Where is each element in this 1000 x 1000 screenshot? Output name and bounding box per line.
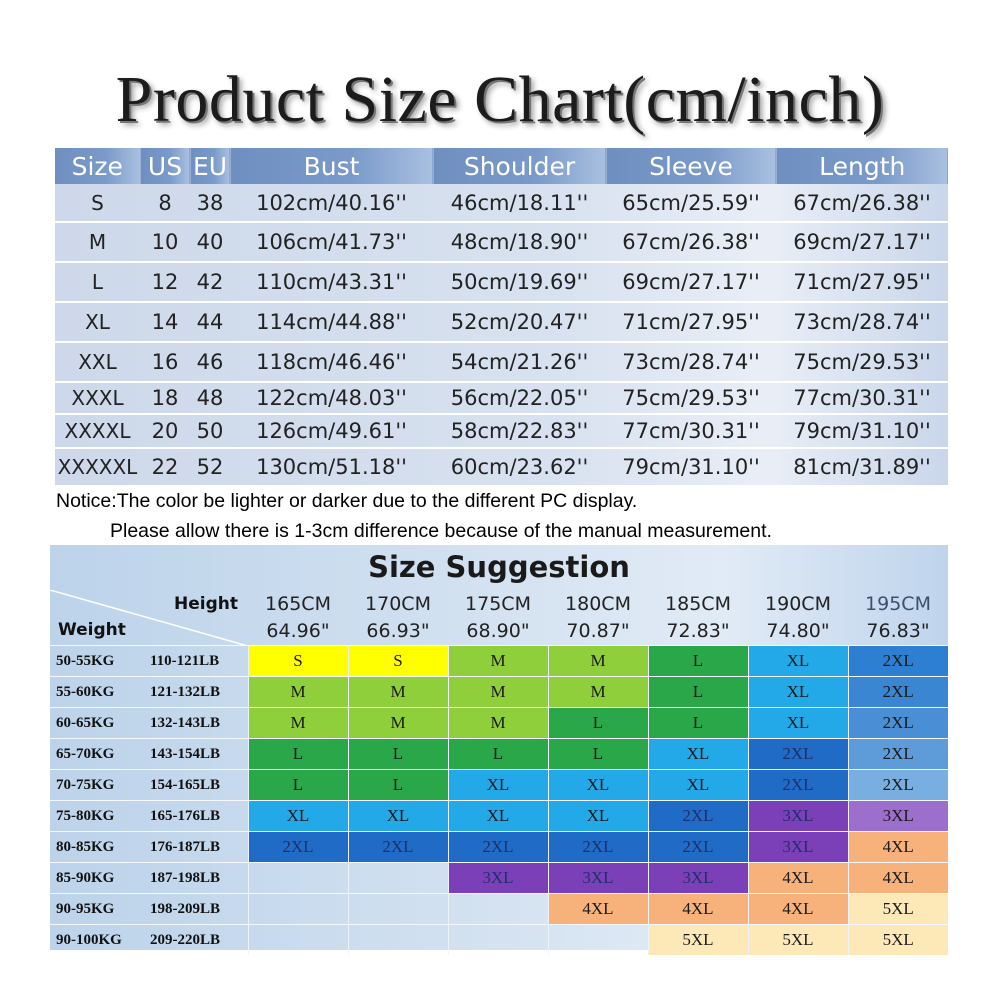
weight-kg: 90-100KG [50, 925, 148, 956]
height-cm-0: 165CM [265, 592, 331, 615]
size-suggestion-cell: L [248, 739, 348, 770]
size-suggestion-cell: 2XL [248, 832, 348, 863]
cell-shoulder: 60cm/23.62'' [433, 448, 606, 486]
size-suggestion-cell: 4XL [748, 863, 848, 894]
cell-shoulder: 56cm/22.05'' [433, 382, 606, 414]
cell-length: 81cm/31.89'' [776, 448, 948, 486]
weight-lb: 165-176LB [148, 801, 248, 832]
height-label: Height [174, 594, 238, 614]
size-chart-row [55, 448, 948, 486]
cell-sleeve: 65cm/25.59'' [606, 184, 776, 222]
size-suggestion-cell [248, 863, 348, 894]
cell-bust: 122cm/48.03'' [230, 382, 433, 414]
size-suggestion-cell: L [548, 739, 648, 770]
weight-kg: 55-60KG [50, 677, 148, 708]
cell-eu: 40 [190, 222, 230, 262]
height-weight-corner [50, 590, 248, 646]
height-cm-3: 180CM [565, 592, 631, 615]
cell-size: XXL [55, 342, 140, 382]
weight-kg: 80-85KG [50, 832, 148, 863]
size-suggestion-cell: XL [548, 770, 648, 801]
size-suggestion-cell: M [348, 708, 448, 739]
cell-eu: 50 [190, 414, 230, 448]
cell-size: XXXXL [55, 414, 140, 448]
size-suggestion-cell: M [248, 708, 348, 739]
size-chart-row [55, 382, 948, 414]
size-suggestion-cell: M [448, 646, 548, 677]
weight-lb: 209-220LB [148, 925, 248, 956]
notice-color: Notice:The color be lighter or darker due to the different PC display. [56, 490, 638, 512]
cell-shoulder: 50cm/19.69'' [433, 262, 606, 302]
suggestion-row [50, 894, 948, 925]
size-suggestion-cell: XL [248, 801, 348, 832]
height-cm-6: 195CM [865, 592, 931, 615]
cell-length: 71cm/27.95'' [776, 262, 948, 302]
weight-lb: 110-121LB [148, 646, 248, 677]
cell-size: M [55, 222, 140, 262]
cell-sleeve: 75cm/29.53'' [606, 382, 776, 414]
size-chart-row [55, 222, 948, 262]
size-suggestion-cell: XL [748, 708, 848, 739]
weight-lb: 143-154LB [148, 739, 248, 770]
size-suggestion-cell: M [348, 677, 448, 708]
height-cm-2: 175CM [465, 592, 531, 615]
height-inch-6: 76.83" [866, 620, 930, 642]
size-suggestion-cell: 5XL [848, 894, 948, 925]
size-chart-row [55, 414, 948, 448]
weight-kg: 75-80KG [50, 801, 148, 832]
cell-bust: 130cm/51.18'' [230, 448, 433, 486]
header-sleeve: Sleeve [606, 148, 776, 184]
size-suggestion-cell: 2XL [848, 677, 948, 708]
cell-us: 16 [140, 342, 190, 382]
weight-lb: 198-209LB [148, 894, 248, 925]
size-chart-row [55, 262, 948, 302]
suggestion-row [50, 832, 948, 863]
cell-eu: 48 [190, 382, 230, 414]
cell-us: 20 [140, 414, 190, 448]
cell-size: XXXXXL [55, 448, 140, 486]
suggestion-row [50, 677, 948, 708]
size-suggestion-cell: 2XL [348, 832, 448, 863]
notice-measurement: Please allow there is 1-3cm difference because of the manual measurement. [110, 520, 772, 542]
size-suggestion-cell: M [448, 708, 548, 739]
header-length: Length [776, 148, 948, 184]
size-suggestion-cell: 2XL [648, 801, 748, 832]
size-suggestion-cell [348, 863, 448, 894]
cell-us: 12 [140, 262, 190, 302]
size-suggestion-cell: 5XL [848, 925, 948, 956]
cell-sleeve: 79cm/31.10'' [606, 448, 776, 486]
size-suggestion-cell: XL [748, 677, 848, 708]
size-suggestion-cell: M [248, 677, 348, 708]
cell-bust: 110cm/43.31'' [230, 262, 433, 302]
suggestion-row [50, 863, 948, 894]
cell-length: 73cm/28.74'' [776, 302, 948, 342]
suggestion-row [50, 925, 948, 956]
cell-bust: 102cm/40.16'' [230, 184, 433, 222]
cell-length: 75cm/29.53'' [776, 342, 948, 382]
size-suggestion-cell: M [548, 646, 648, 677]
height-inch-0: 64.96" [266, 620, 330, 642]
size-suggestion-cell: XL [448, 801, 548, 832]
size-suggestion-cell: 2XL [748, 739, 848, 770]
size-suggestion-cell: 2XL [648, 832, 748, 863]
height-inch-2: 68.90" [466, 620, 530, 642]
cell-size: L [55, 262, 140, 302]
cell-sleeve: 73cm/28.74'' [606, 342, 776, 382]
weight-lb: 187-198LB [148, 863, 248, 894]
size-suggestion-cell: 2XL [448, 832, 548, 863]
weight-lb: 132-143LB [148, 708, 248, 739]
weight-lb: 121-132LB [148, 677, 248, 708]
size-suggestion-cell: L [348, 739, 448, 770]
height-inch-5: 74.80" [766, 620, 830, 642]
size-suggestion-cell [448, 894, 548, 925]
height-inch-3: 70.87" [566, 620, 630, 642]
size-suggestion-cell: L [648, 646, 748, 677]
size-suggestion-cell [548, 925, 648, 956]
size-suggestion-cell: XL [648, 770, 748, 801]
size-suggestion-cell: S [348, 646, 448, 677]
size-suggestion-cell: L [548, 708, 648, 739]
size-suggestion-cell: 4XL [848, 863, 948, 894]
size-suggestion-cell: XL [648, 739, 748, 770]
size-chart-row [55, 342, 948, 382]
height-cm-5: 190CM [765, 592, 831, 615]
height-inch-1: 66.93" [366, 620, 430, 642]
size-suggestion-cell: M [448, 677, 548, 708]
cell-shoulder: 52cm/20.47'' [433, 302, 606, 342]
size-suggestion-cell: 5XL [648, 925, 748, 956]
cell-length: 77cm/30.31'' [776, 382, 948, 414]
size-suggestion-cell: 2XL [848, 646, 948, 677]
weight-kg: 65-70KG [50, 739, 148, 770]
size-suggestion-cell: 3XL [748, 832, 848, 863]
suggestion-row [50, 801, 948, 832]
height-cm-1: 170CM [365, 592, 431, 615]
cell-shoulder: 48cm/18.90'' [433, 222, 606, 262]
cell-length: 79cm/31.10'' [776, 414, 948, 448]
size-suggestion-cell: 4XL [648, 894, 748, 925]
header-size: Size [55, 148, 140, 184]
size-suggestion-cell: XL [548, 801, 648, 832]
size-suggestion-panel [50, 545, 948, 950]
size-suggestion-cell: 3XL [848, 801, 948, 832]
weight-label: Weight [58, 620, 126, 640]
suggestion-title: Size Suggestion [368, 550, 630, 584]
cell-sleeve: 67cm/26.38'' [606, 222, 776, 262]
cell-length: 67cm/26.38'' [776, 184, 948, 222]
size-chart-row [55, 302, 948, 342]
size-suggestion-cell: 4XL [548, 894, 648, 925]
cell-bust: 126cm/49.61'' [230, 414, 433, 448]
weight-kg: 90-95KG [50, 894, 148, 925]
size-suggestion-cell: 4XL [748, 894, 848, 925]
size-suggestion-cell: 2XL [748, 770, 848, 801]
cell-eu: 52 [190, 448, 230, 486]
size-chart-row [55, 184, 948, 222]
size-suggestion-table [50, 590, 948, 955]
size-suggestion-cell: M [548, 677, 648, 708]
size-suggestion-cell: 2XL [548, 832, 648, 863]
cell-bust: 114cm/44.88'' [230, 302, 433, 342]
cell-shoulder: 58cm/22.83'' [433, 414, 606, 448]
cell-size: S [55, 184, 140, 222]
size-suggestion-cell: L [448, 739, 548, 770]
size-suggestion-cell: 3XL [648, 863, 748, 894]
cell-us: 18 [140, 382, 190, 414]
cell-length: 69cm/27.17'' [776, 222, 948, 262]
size-suggestion-cell [448, 925, 548, 956]
cell-size: XL [55, 302, 140, 342]
weight-kg: 85-90KG [50, 863, 148, 894]
cell-sleeve: 77cm/30.31'' [606, 414, 776, 448]
size-suggestion-cell: XL [448, 770, 548, 801]
size-suggestion-cell: L [648, 677, 748, 708]
size-chart-table [55, 148, 948, 487]
weight-kg: 50-55KG [50, 646, 148, 677]
cell-us: 10 [140, 222, 190, 262]
header-bust: Bust [230, 148, 433, 184]
suggestion-row [50, 646, 948, 677]
size-suggestion-cell [248, 925, 348, 956]
size-suggestion-cell [248, 894, 348, 925]
cell-sleeve: 69cm/27.17'' [606, 262, 776, 302]
size-suggestion-cell: 5XL [748, 925, 848, 956]
size-suggestion-cell [348, 894, 448, 925]
cell-eu: 38 [190, 184, 230, 222]
size-suggestion-cell: L [248, 770, 348, 801]
weight-lb: 176-187LB [148, 832, 248, 863]
size-suggestion-cell: 3XL [748, 801, 848, 832]
weight-kg: 60-65KG [50, 708, 148, 739]
size-suggestion-cell: 2XL [848, 708, 948, 739]
size-suggestion-cell: XL [748, 646, 848, 677]
header-shoulder: Shoulder [433, 148, 606, 184]
cell-us: 14 [140, 302, 190, 342]
size-suggestion-cell: L [348, 770, 448, 801]
cell-size: XXXL [55, 382, 140, 414]
height-cm-4: 185CM [665, 592, 731, 615]
cell-shoulder: 54cm/21.26'' [433, 342, 606, 382]
size-suggestion-cell: 3XL [448, 863, 548, 894]
page-title: Product Size Chart(cm/inch) [115, 63, 885, 136]
size-suggestion-cell: 2XL [848, 770, 948, 801]
size-chart-header-row [55, 148, 948, 184]
height-inch-4: 72.83" [666, 620, 730, 642]
suggestion-row [50, 770, 948, 801]
cell-eu: 42 [190, 262, 230, 302]
cell-bust: 106cm/41.73'' [230, 222, 433, 262]
size-suggestion-cell: 2XL [848, 739, 948, 770]
header-us: US [140, 148, 190, 184]
header-eu: EU [190, 148, 230, 184]
cell-shoulder: 46cm/18.11'' [433, 184, 606, 222]
cell-us: 22 [140, 448, 190, 486]
suggestion-row [50, 708, 948, 739]
size-suggestion-cell: XL [348, 801, 448, 832]
cell-us: 8 [140, 184, 190, 222]
cell-sleeve: 71cm/27.95'' [606, 302, 776, 342]
size-suggestion-cell: L [648, 708, 748, 739]
size-suggestion-cell: 3XL [548, 863, 648, 894]
weight-lb: 154-165LB [148, 770, 248, 801]
size-suggestion-cell: S [248, 646, 348, 677]
cell-bust: 118cm/46.46'' [230, 342, 433, 382]
cell-eu: 46 [190, 342, 230, 382]
size-suggestion-cell: 4XL [848, 832, 948, 863]
suggestion-row [50, 739, 948, 770]
cell-eu: 44 [190, 302, 230, 342]
height-cm-row [50, 590, 948, 617]
size-suggestion-cell [348, 925, 448, 956]
weight-kg: 70-75KG [50, 770, 148, 801]
